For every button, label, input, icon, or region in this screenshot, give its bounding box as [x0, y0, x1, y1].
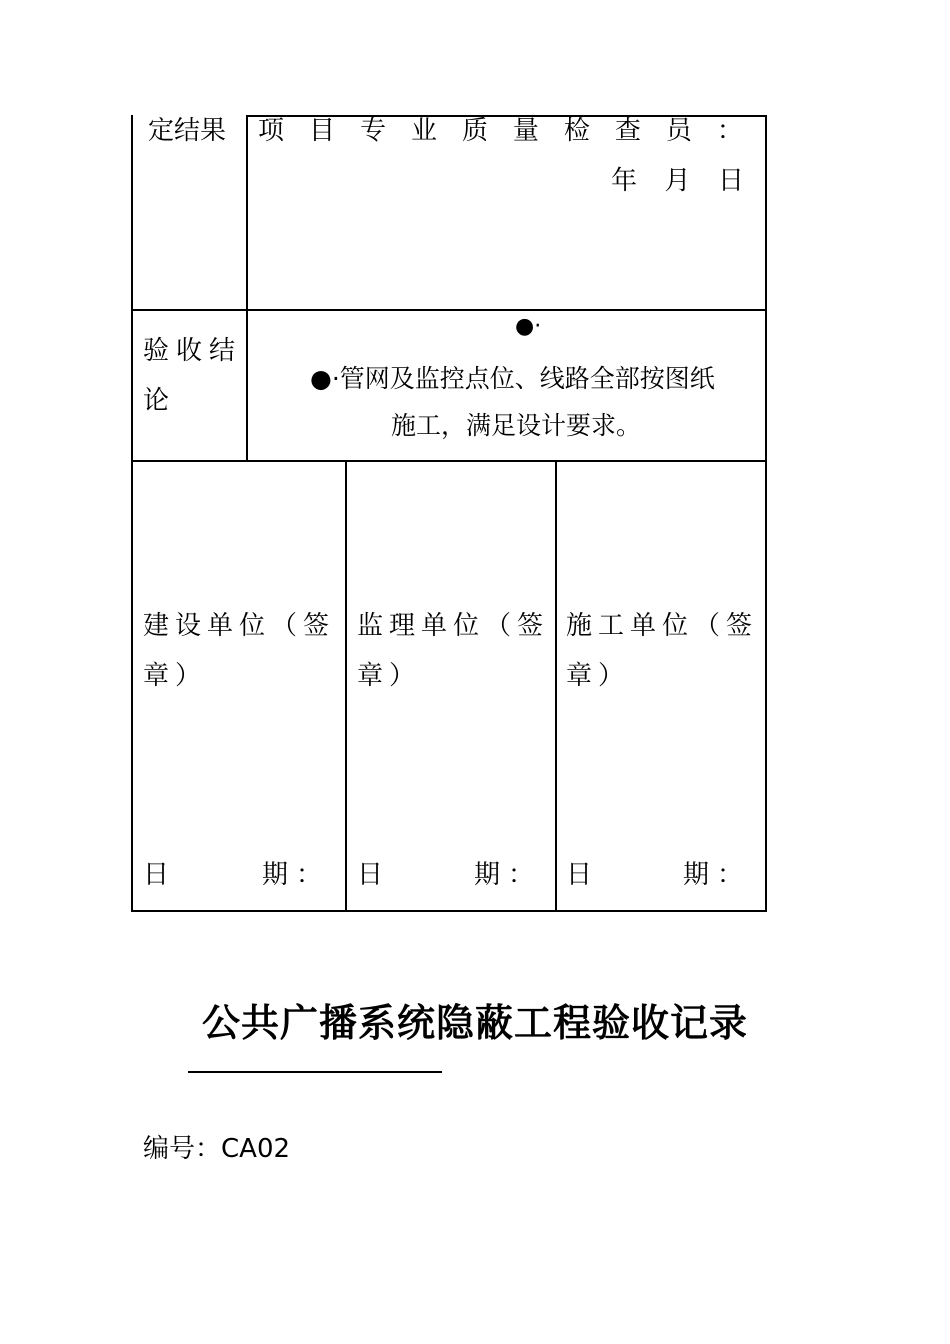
inspector-char: 目: [308, 116, 335, 146]
table-bottom-border: [131, 910, 767, 912]
inspector-char: 量: [512, 116, 539, 146]
signature-contractor-unit-line2: 章）: [566, 661, 631, 691]
signature-supervision-date-left: 日: [357, 860, 384, 890]
date-month-char: 月: [664, 166, 691, 196]
date-day-char: 日: [717, 166, 744, 196]
conclusion-row-label-line2: 论: [143, 386, 170, 416]
signature-supervision-unit-line2: 章）: [357, 661, 422, 691]
inspector-char: 查: [614, 116, 641, 146]
table-right-border: [765, 115, 767, 911]
conclusion-row-bottom-border: [131, 460, 767, 462]
signature-construction-date-left: 日: [143, 860, 170, 890]
signature-supervision-unit-line1: 监理单位（签: [357, 611, 550, 641]
inspector-char: 检: [563, 116, 590, 146]
inspector-char: 业: [410, 116, 437, 146]
conclusion-bullet-empty: ●·: [515, 314, 542, 339]
conclusion-row-label-line1: 验收结: [143, 336, 243, 366]
label-column-divider: [246, 115, 248, 461]
result-row-bottom-border: [131, 309, 767, 311]
title-underline: [188, 1071, 442, 1073]
signature-divider-1: [345, 460, 347, 911]
signature-supervision-date-right: 期：: [474, 860, 543, 890]
conclusion-text-line1: ●·管网及监控点位、线路全部按图纸: [310, 364, 715, 393]
signature-contractor-date-right: 期：: [683, 860, 752, 890]
signature-construction-unit-line2: 章）: [143, 661, 208, 691]
conclusion-text-line2: 施工，满足设计要求。: [391, 411, 642, 440]
document-title: 公共广播系统隐蔽工程验收记录: [201, 1001, 748, 1045]
inspector-char: 项: [258, 116, 285, 146]
signature-contractor-unit-line1: 施工单位（签: [566, 611, 759, 641]
signature-contractor-date-left: 日: [566, 860, 593, 890]
inspection-date-line: [611, 168, 744, 194]
signature-construction-unit-line1: 建设单位（签: [143, 611, 336, 641]
result-row-label: 定结果: [148, 116, 227, 146]
document-number: 编号：CA02: [143, 1134, 291, 1164]
inspector-char: 员: [665, 116, 692, 146]
inspector-char: 质: [461, 116, 488, 146]
table-left-border: [131, 115, 133, 911]
signature-construction-date-right: 期：: [262, 860, 331, 890]
date-year-char: 年: [611, 166, 638, 196]
signature-divider-2: [555, 460, 557, 911]
inspector-signature-line: [258, 118, 743, 144]
inspector-char: 专: [359, 116, 386, 146]
inspector-char: ：: [716, 116, 743, 146]
